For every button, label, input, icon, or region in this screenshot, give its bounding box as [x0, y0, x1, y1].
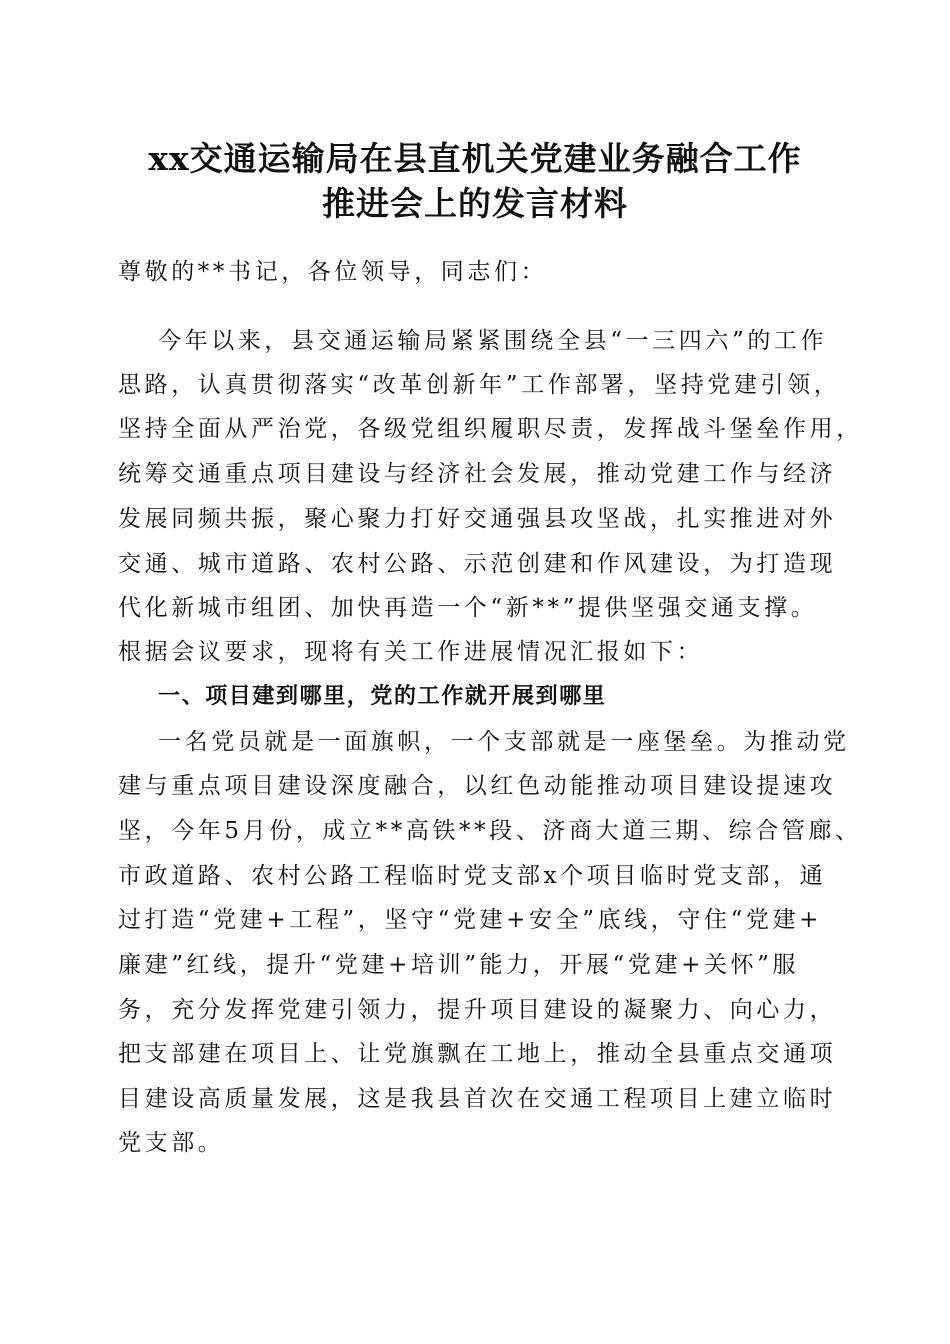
- salutation: 尊敬的**书记，各位领导，同志们：: [118, 259, 548, 285]
- paragraph-1-line: 发展同频共振，聚心聚力打好交通强县攻坚战，扎实推进对外: [118, 506, 837, 532]
- paragraph-2-line: 一名党员就是一面旗帜，一个支部就是一座堡垒。为推动党: [158, 729, 850, 755]
- paragraph-1-line: 交通、城市道路、农村公路、示范创建和作风建设，为打造现: [118, 551, 837, 577]
- paragraph-2-line: 廉建”红线，提升“党建+培训”能力，开展“党建+关怀”服: [118, 952, 800, 978]
- paragraph-2-line: 务，充分发挥党建引领力，提升项目建设的凝聚力、向心力，: [118, 997, 837, 1023]
- paragraph-2-line: 把支部建在项目上、让党旗飘在工地上，推动全县重点交通项: [118, 1041, 837, 1067]
- paragraph-2-line: 过打造“党建+工程”，坚守“党建+安全”底线，守住“党建+: [118, 907, 823, 933]
- paragraph-1-line: 代化新城市组团、加快再造一个“新**”提供坚强交通支撑。: [118, 595, 818, 621]
- paragraph-1-line: 根据会议要求，现将有关工作进展情况汇报如下：: [118, 639, 704, 665]
- paragraph-2-line: 建与重点项目建设深度融合，以红色动能推动项目建设提速攻: [118, 773, 837, 799]
- paragraph-2-line: 坚，今年5月份，成立**高铁**段、济商大道三期、综合管廊、: [118, 818, 862, 844]
- section-1-heading: 一、项目建到哪里，党的工作就开展到哪里: [158, 684, 607, 709]
- document-title-line-2: 推进会上的发言材料: [322, 184, 628, 223]
- paragraph-1-line: 思路，认真贯彻落实“改革创新年”工作部署，坚持党建引领，: [118, 372, 841, 398]
- paragraph-1-line: 今年以来，县交通运输局紧紧围绕全县“一三四六”的工作: [158, 328, 828, 354]
- paragraph-2-line: 市政道路、农村公路工程临时党支部x个项目临时党支部，通: [118, 863, 827, 889]
- paragraph-1-line: 统筹交通重点项目建设与经济社会发展，推动党建工作与经济: [118, 461, 837, 487]
- paragraph-1-line: 坚持全面从严治党，各级党组织履职尽责，发挥战斗堡垒作用，: [118, 416, 863, 442]
- document-title-line-1: xx交通运输局在县直机关党建业务融合工作: [148, 139, 802, 178]
- paragraph-2-line: 党支部。: [118, 1130, 225, 1156]
- paragraph-2-line: 目建设高质量发展，这是我县首次在交通工程项目上建立临时: [118, 1086, 837, 1112]
